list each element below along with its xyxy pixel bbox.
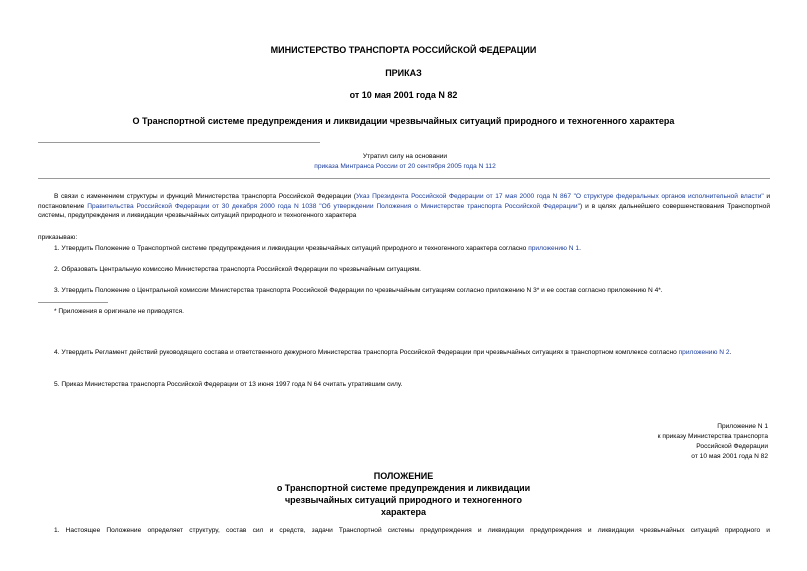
status-line: Утратил силу на основании <box>362 153 448 160</box>
item-1 <box>54 244 770 254</box>
government-resolution-link[interactable]: Правительства Российской Федерации от 30 декабря 2000 года N 1038 "Об утверждении Положения о Министерстве транспорта Российской Федерации" <box>87 202 580 210</box>
regulation-title-line-2: чрезвычайных ситуаций природного и техногенного <box>284 495 523 505</box>
intro-text-2: и постановление <box>38 193 771 210</box>
regulation-paragraph-1: 1. Настоящее Положение определяет структуру, состав сил и средств, задачи Транспортной системы предупреждения и ликвидации предупреждения и ликвидации чрезвычайных ситуаций природного и <box>54 527 770 534</box>
appendix-1-link[interactable]: приложению N 1 <box>528 245 580 252</box>
president-decree-link[interactable]: Указ Президента Российской Федерации от 17 мая 2000 года N 867 "О структуре федеральных органов исполнительной власти" <box>355 193 764 200</box>
footnote: * Приложения в оригинале не приводятся. <box>54 308 184 315</box>
order-date: от 10 мая 2001 года N 82 <box>349 90 458 100</box>
regulation-heading: ПОЛОЖЕНИЕ <box>373 471 434 481</box>
item-5: 5. Приказ Министерства транспорта Российской Федерации от 13 июня 1997 года N 64 считать утратившим силу. <box>54 381 403 388</box>
appendix-ref-line-3: Российской Федерации <box>696 443 768 450</box>
order-label: приказываю: <box>38 234 78 241</box>
order-word: ПРИКАЗ <box>385 68 422 78</box>
intro-text-3: ) и в целях дальнейшего совершенствования Транспортной системы, предупреждения и ликвидации чрезвычайных ситуаций природного и техногенного характера <box>38 202 771 219</box>
intro-text-1: В связи с изменением структуры и функций Министерства транспорта Российской Федерации ( <box>54 193 356 200</box>
document-title: О Транспортной системе предупреждения и ликвидации чрезвычайных ситуаций природного и техногенного характера <box>132 116 675 126</box>
status-rule-top <box>38 142 320 143</box>
item-1-end: . <box>579 245 581 252</box>
footnote-rule <box>38 302 108 303</box>
status-repeal-link[interactable]: приказа Минтранса России от 20 сентября 2005 года N 112 <box>314 163 496 170</box>
appendix-ref-line-1: Приложение N 1 <box>717 423 768 430</box>
regulation-title-line-1: о Транспортной системе предупреждения и ликвидации <box>276 483 531 493</box>
appendix-ref-line-2: к приказу Министерства транспорта <box>657 433 768 440</box>
item-4-end: . <box>729 349 732 356</box>
item-4-text: 4. Утвердить Регламент действий руководящего состава и ответственного дежурного Министерства транспорта Российской Федерации при чрезвычайных ситуациях в транспортном комплексе согласно <box>54 349 679 356</box>
item-2: 2. Образовать Центральную комиссию Министерства транспорта Российской Федерации по чрезвычайным ситуациям. <box>54 266 421 273</box>
appendix-ref-line-4: от 10 мая 2001 года N 82 <box>691 453 768 460</box>
intro-paragraph <box>38 192 770 221</box>
status-rule-bottom <box>38 178 770 179</box>
appendix-2-link[interactable]: приложению N 2 <box>678 349 730 356</box>
ministry-title: МИНИСТЕРСТВО ТРАНСПОРТА РОССИЙСКОЙ ФЕДЕРАЦИИ <box>270 45 537 55</box>
regulation-title-line-3: характера <box>381 507 426 517</box>
item-4 <box>38 348 770 358</box>
item-1-text: 1. Утвердить Положение о Транспортной системе предупреждения и ликвидации чрезвычайных ситуаций природного и техногенного характера согласно <box>54 245 529 252</box>
item-3: 3. Утвердить Положение о Центральной комиссии Министерства транспорта Российской Федерации по чрезвычайным ситуациям согласно приложению N 3* и ее состав согласно приложению N 4*. <box>54 287 663 294</box>
